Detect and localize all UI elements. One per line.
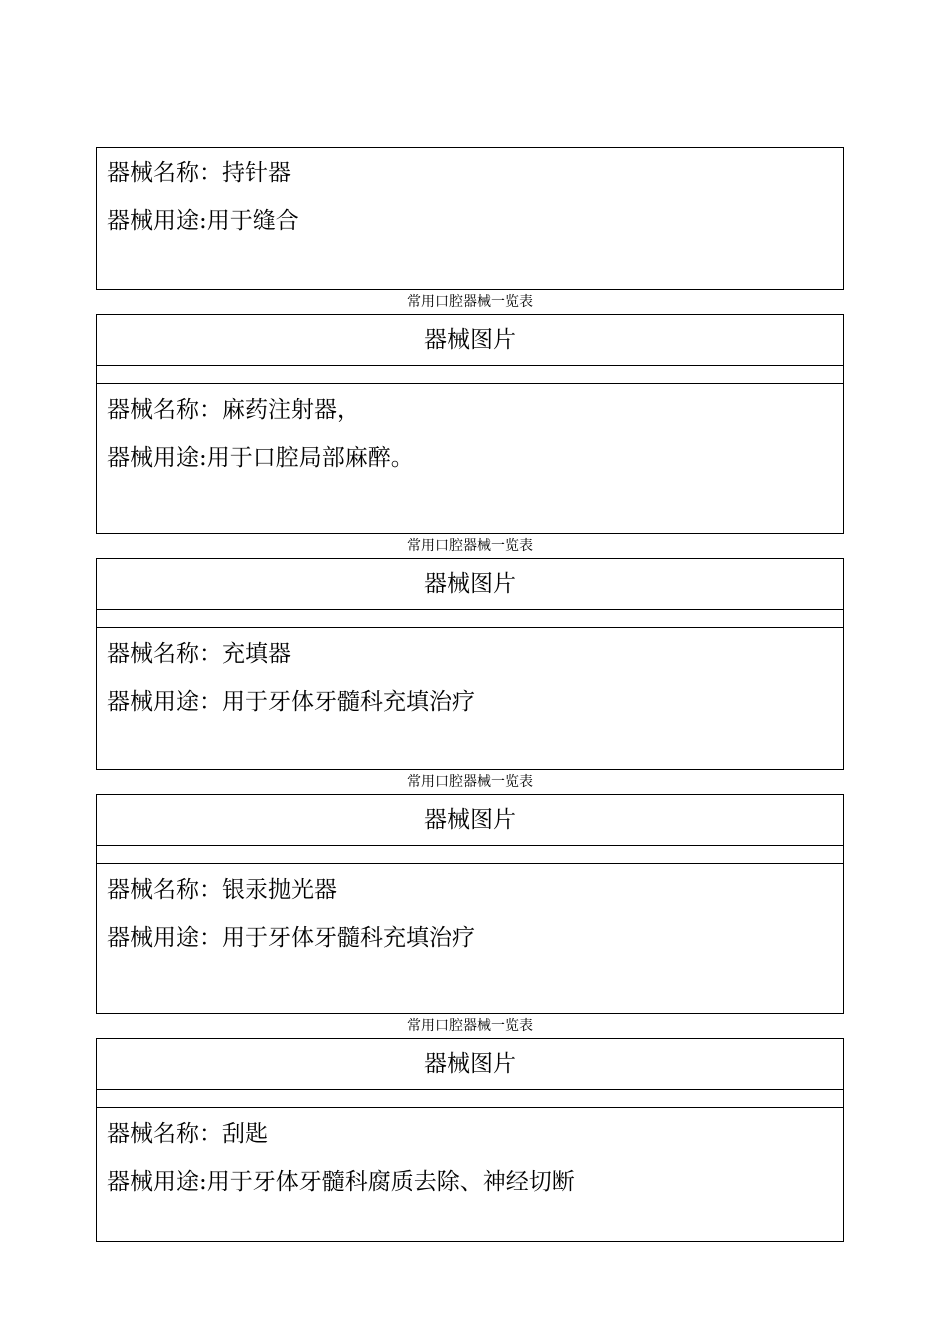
instrument-name: 器械名称：麻药注射器，: [107, 397, 360, 423]
image-placeholder-row: [97, 609, 843, 628]
instrument-name: 器械名称：银汞抛光器: [107, 877, 337, 903]
table-caption: 常用口腔器械一览表: [407, 538, 533, 554]
image-header: 器械图片: [97, 1039, 843, 1090]
table-caption: 常用口腔器械一览表: [407, 294, 533, 310]
instrument-use: 器械用途:用于口腔局部麻醉。: [107, 445, 414, 471]
image-header: 器械图片: [97, 315, 843, 366]
image-placeholder-row: [97, 365, 843, 384]
table-caption: 常用口腔器械一览表: [407, 774, 533, 790]
table-caption: 常用口腔器械一览表: [407, 1018, 533, 1034]
instrument-use: 器械用途:用于牙体牙髓科腐质去除、神经切断: [107, 1169, 575, 1195]
instrument-card-4: [96, 794, 844, 1014]
instrument-card-3: [96, 558, 844, 770]
instrument-use: 器械用途:用于缝合: [107, 208, 299, 234]
instrument-name: 器械名称：充填器: [107, 641, 291, 667]
instrument-name: 器械名称：刮匙: [107, 1121, 268, 1147]
image-placeholder-row: [97, 845, 843, 864]
instrument-card-5: [96, 1038, 844, 1242]
image-header: 器械图片: [97, 795, 843, 846]
instrument-use: 器械用途：用于牙体牙髓科充填治疗: [107, 689, 475, 715]
instrument-card-1: [96, 147, 844, 290]
instrument-use: 器械用途：用于牙体牙髓科充填治疗: [107, 925, 475, 951]
instrument-card-2: [96, 314, 844, 534]
instrument-name: 器械名称：持针器: [107, 160, 291, 186]
image-placeholder-row: [97, 1089, 843, 1108]
image-header: 器械图片: [97, 559, 843, 610]
